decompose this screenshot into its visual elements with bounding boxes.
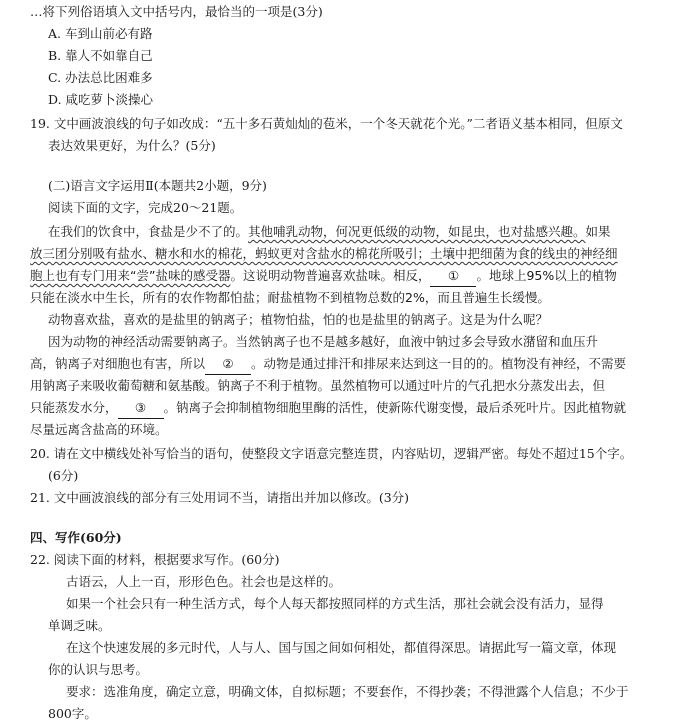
passage-line-7: [30, 354, 626, 375]
q22-material-2b: 单调乏味。: [48, 618, 111, 633]
q22-material-3b: 你的认识与思考。: [48, 662, 149, 677]
section2-title: (二)语言文字运用Ⅱ(本题共2小题，9分): [48, 178, 267, 193]
q22-material-1: 古语云，人上一百，形形色色。社会也是这样的。: [66, 574, 342, 589]
section2-instruction: 阅读下面的文字，完成20～21题。: [48, 200, 243, 215]
passage-line-5: 动物喜欢盐，喜欢的是盐里的钠离子；植物怕盐，怕的也是盐里的钠离子。这是为什么呢？: [48, 312, 549, 327]
passage-text: 高，钠离子对细胞也有害，所以: [30, 356, 206, 371]
passage-line-3: [30, 266, 617, 287]
q22-stem: 22. 阅读下面的材料，根据要求写作。(60分): [30, 552, 280, 567]
q18-stem: …将下列俗语填入文中括号内，最恰当的一项是(3分): [30, 4, 323, 19]
q19-line2: 表达效果更好，为什么？(5分): [48, 138, 216, 153]
q22-requirement-1: 要求：选准角度，确定立意，明确文体，自拟标题；不要套作，不得抄袭；不得泄露个人信息；不少于: [66, 684, 629, 699]
q21-text: 21. 文中画波浪线的部分有三处用词不当，请指出并加以修改。(3分): [30, 490, 410, 505]
q18-option-b: B. 靠人不如靠自己: [48, 48, 153, 63]
passage-line-1: [48, 222, 611, 242]
passage-text: 。动物是通过排汗和排尿来达到这一目的的。植物没有神经，不需要: [251, 356, 627, 371]
wavy-underline-3: 胞上也有专门用来“尝”盐味的感受器: [30, 268, 231, 283]
wavy-underline-2: 放三团分别吸有盐水、糖水和水的棉花，蚂蚁更对含盐水的棉花所吸引；土壤中把细菌为食的线虫的神经细: [30, 246, 618, 261]
passage-line-4: 只能在淡水中生长，所有的农作物都怕盐；耐盐植物不到植物总数的2%，而且普遍生长缓慢。: [30, 290, 550, 305]
blank-3: ③: [118, 398, 164, 419]
q22-material-2a: 如果一个社会只有一种生活方式，每个人每天都按照同样的方式生活，那社会就会没有活力，显得: [66, 596, 604, 611]
blank-2: ②: [205, 354, 251, 375]
q22-material-3a: 在这个快速发展的多元时代，人与人、国与国之间如何相处，都值得深思。请据此写一篇文章，体现: [66, 640, 617, 655]
q19-line1: 19. 文中画波浪线的句子如改成：“五十多石黄灿灿的苞米，一个冬天就花个光。”二者语义基本相同，但原文: [30, 116, 623, 131]
passage-line-6: 因为动物的神经活动需要钠离子。当然钠离子也不是越多越好，血液中钠过多会导致水潴留和血压升: [48, 334, 599, 349]
blank-1: ①: [430, 266, 476, 287]
q20-line1: 20. 请在文中横线处补写恰当的语句，使整段文字语意完整连贯，内容贴切，逻辑严密。每处不超过15个字。: [30, 446, 633, 461]
passage-line-2: [30, 244, 618, 264]
q18-option-c: C. 办法总比困难多: [48, 70, 153, 85]
q18-option-d: D. 咸吃萝卜淡操心: [48, 92, 154, 107]
passage-text: 。这说明动物普遍喜欢盐味。相反，: [230, 268, 431, 283]
section4-title: 四、写作(60分): [30, 530, 122, 545]
q20-line2: (6分): [48, 468, 79, 483]
passage-text: 在我们的饮食中，食盐是少不了的。: [48, 224, 249, 239]
passage-text: 。地球上95%以上的植物: [476, 268, 617, 283]
passage-text: 只能蒸发水分，: [30, 400, 118, 415]
passage-line-10: 尽量远离含盐高的环境。: [30, 422, 168, 437]
wavy-underline-1: 其他哺乳动物，何况更低级的动物，如昆虫，也对盐感兴趣。: [248, 224, 586, 239]
q22-requirement-2: 800字。: [48, 706, 97, 721]
passage-text: 。钠离子会抑制植物细胞里酶的活性，使新陈代谢变慢，最后杀死叶片。因此植物就: [163, 400, 627, 415]
passage-line-9: [30, 398, 626, 419]
q18-option-a: A. 车到山前必有路: [48, 26, 153, 41]
passage-line-8: 用钠离子来吸收葡萄糖和氨基酸。钠离子不利于植物。虽然植物可以通过叶片的气孔把水分蒸发出去，但: [30, 378, 606, 393]
passage-text: 如果: [585, 224, 611, 239]
